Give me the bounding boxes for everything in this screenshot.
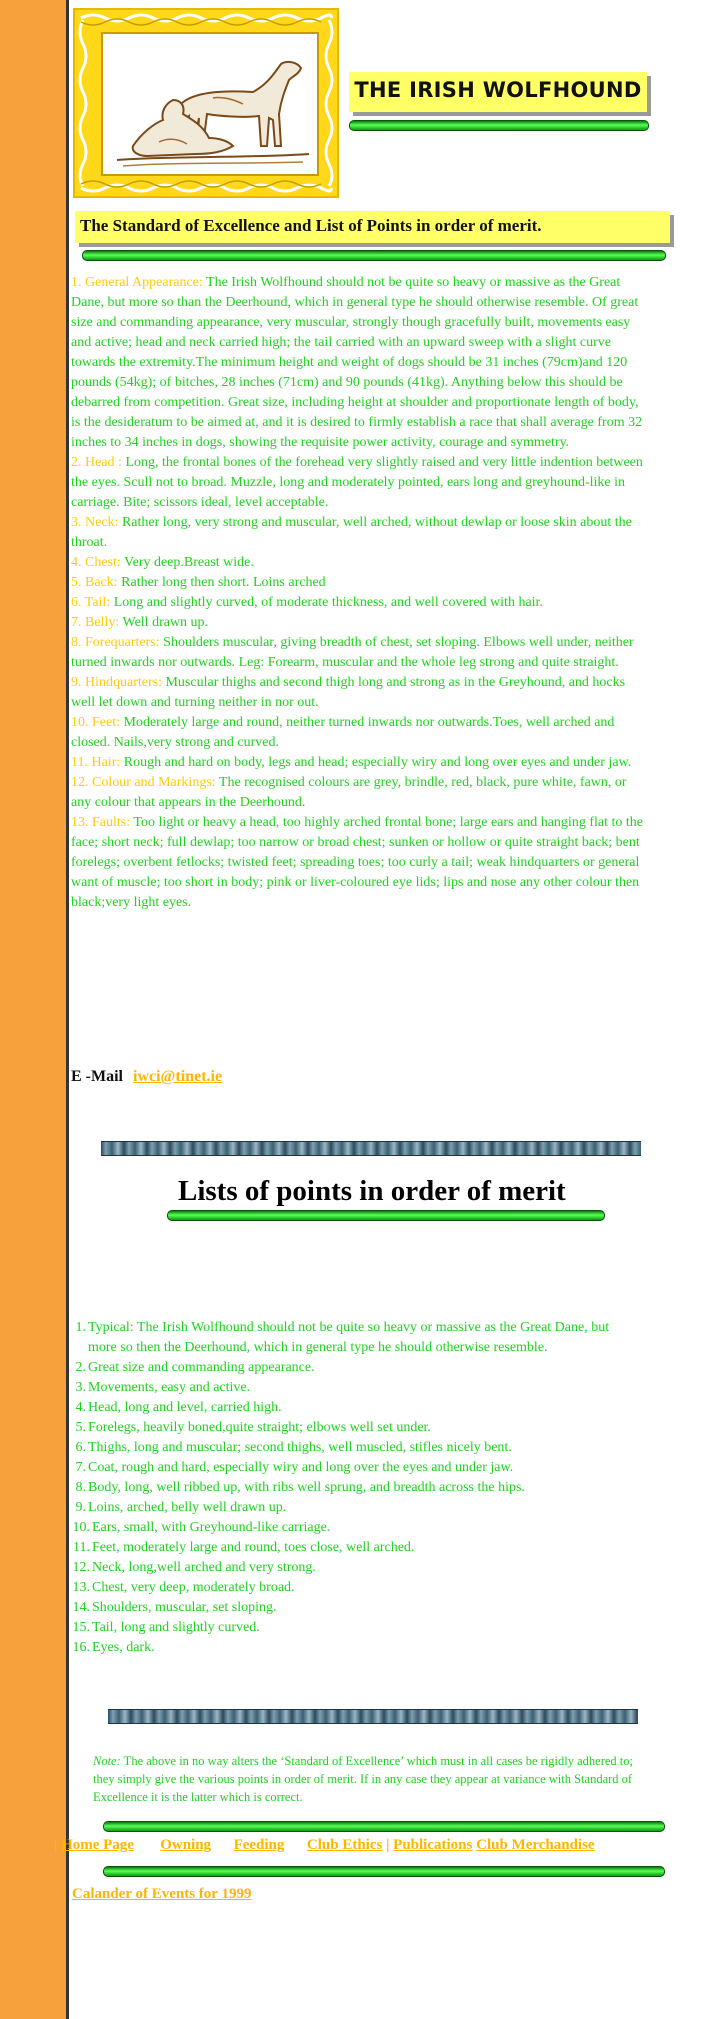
item-number: 2. xyxy=(75,1360,86,1375)
item-text: Head, long and level, carried high. xyxy=(88,1400,282,1415)
point-label: 12. Colour and Markings: xyxy=(71,775,216,790)
standard-point xyxy=(71,773,646,813)
list-item xyxy=(72,1518,632,1538)
logo-picture-frame xyxy=(101,32,319,176)
standard-point xyxy=(71,573,646,593)
point-text: Muscular thighs and second thigh long and strong as in the Greyhound, and hocks well let down and turning neither in nor out. xyxy=(71,675,626,710)
item-text: Thighs, long and muscular; second thighs, well muscled, stifles nicely bent. xyxy=(88,1440,512,1455)
point-label: 6. Tail: xyxy=(71,595,111,610)
point-text: Shoulders muscular, giving breadth of chest, set sloping. Elbows well under, neither turned inwards nor outwards. Leg: Forearm, muscular and the whole leg strong and quite straight. xyxy=(71,635,634,670)
point-label: 7. Belly: xyxy=(71,615,120,630)
item-number: 14. xyxy=(72,1600,90,1615)
item-number: 10. xyxy=(72,1520,90,1535)
item-text: Coat, rough and hard, especially wiry and long over the eyes and under jaw. xyxy=(88,1460,514,1475)
standard-of-excellence xyxy=(71,273,646,913)
standard-point xyxy=(71,813,646,913)
point-label: 4. Chest: xyxy=(71,555,121,570)
list-item xyxy=(72,1438,632,1458)
standard-point xyxy=(71,273,646,453)
item-text: Shoulders, muscular, set sloping. xyxy=(92,1600,277,1615)
nav-link-club-ethics[interactable]: Club Ethics xyxy=(306,1837,383,1853)
item-number: 7. xyxy=(75,1460,86,1475)
list-item xyxy=(72,1478,632,1498)
nav-link-club-merchandise[interactable]: Club Merchandise xyxy=(476,1837,595,1853)
left-sidebar xyxy=(0,0,69,2019)
list-item xyxy=(72,1398,632,1418)
site-title-banner xyxy=(349,72,647,112)
point-label: 10. Feet: xyxy=(71,715,120,730)
list-item xyxy=(72,1418,632,1438)
note-label: Note: xyxy=(93,1754,121,1768)
point-text: Rather long, very strong and muscular, well arched, without dewlap or loose skin about the throat. xyxy=(71,515,632,550)
list-item xyxy=(72,1578,632,1598)
item-number: 11. xyxy=(73,1540,90,1555)
point-text: Rather long then short. Loins arched xyxy=(117,575,326,590)
nav-link-publications[interactable]: Publications xyxy=(393,1837,473,1853)
item-number: 16. xyxy=(72,1640,90,1655)
item-number: 8. xyxy=(75,1480,86,1495)
page-subtitle: The Standard of Excellence and List of Points in order of merit. xyxy=(80,216,542,235)
point-label: 5. Back: xyxy=(71,575,118,590)
list-item xyxy=(72,1358,632,1378)
point-text: Long, the frontal bones of the forehead very slightly raised and very little indention between the eyes. Scull not to broad. Muzzle, long and moderately pointed, ears long and greyhound-like in carriage. Bite; scissors ideal, level acceptable. xyxy=(71,455,643,510)
standard-point xyxy=(71,513,646,553)
subtitle-banner xyxy=(75,211,670,243)
list-item xyxy=(72,1538,632,1558)
item-text: Feet, moderately large and round, toes close, well arched. xyxy=(92,1540,415,1555)
list-item xyxy=(72,1638,632,1658)
item-number: 4. xyxy=(75,1400,86,1415)
point-label: 13. Faults: xyxy=(71,815,131,830)
standard-point xyxy=(71,713,646,753)
item-text: Typical: The Irish Wolfhound should not be quite so heavy or massive as the Great Dane, but more so then the Deerhound, which in general type he should otherwise resemble. xyxy=(88,1320,610,1355)
item-text: Neck, long,well arched and very strong. xyxy=(92,1560,316,1575)
email-contact xyxy=(71,1068,222,1086)
item-text: Tail, long and slightly curved. xyxy=(92,1620,260,1635)
merit-note xyxy=(93,1752,638,1806)
standard-point xyxy=(71,593,646,613)
list-item xyxy=(72,1598,632,1618)
wolfhound-dogs-illustration xyxy=(103,34,317,174)
standard-point xyxy=(71,633,646,673)
wolfhound-logo xyxy=(73,8,339,198)
email-link[interactable]: iwci@tinet.ie xyxy=(133,1068,223,1085)
points-list xyxy=(72,1318,632,1658)
stone-divider-bottom xyxy=(108,1709,638,1724)
item-number: 13. xyxy=(72,1580,90,1595)
stone-divider-top xyxy=(101,1141,641,1156)
nav-link-owning[interactable]: Owning xyxy=(160,1837,212,1853)
point-label: 2. Head : xyxy=(71,455,122,470)
standard-point xyxy=(71,553,646,573)
calendar-link[interactable]: Calander of Events for 1999 xyxy=(72,1886,252,1902)
standard-point xyxy=(71,753,646,773)
merit-heading: Lists of points in order of merit xyxy=(178,1175,566,1207)
point-text: Moderately large and round, neither turned inwards nor outwards.Toes, well arched and closed. Nails,very strong and curved. xyxy=(71,715,615,750)
list-item xyxy=(72,1498,632,1518)
point-text: The Irish Wolfhound should not be quite so heavy or massive as the Great Dane, but more so than the Deerhound, which in general type he should otherwise resemble. Of great size and commanding appearance, very muscular, strongly though gracefully built, movements easy and active; head and neck carried high; the tail carried with an upward sweep with a slight curve towards the extremity.The minimum height and weight of dogs should be 31 inches (79cm)and 120 pounds (54kg); of bitches, 28 inches (71cm) and 90 pounds (41kg). Anything below this should be debarred from competition. Great size, including height at shoulder and proportionate length of body, is the desideratum to be aimed at, and it is desired to firmly establish a race that shall average from 32 inches to 34 inches in dogs, showing the requisite power activity, courage and symmetry. xyxy=(71,275,643,450)
point-label: 3. Neck: xyxy=(71,515,119,530)
list-item xyxy=(72,1378,632,1398)
point-label: 11. Hair: xyxy=(71,755,121,770)
item-number: 5. xyxy=(75,1420,86,1435)
nav-link-home[interactable]: Home Page xyxy=(61,1837,134,1853)
point-label: 8. Forequarters: xyxy=(71,635,160,650)
point-label: 9. Hindquarters: xyxy=(71,675,162,690)
point-text: The recognised colours are grey, brindle, red, black, pure white, fawn, or any colour that appears in the Deerhound. xyxy=(71,775,627,810)
list-item xyxy=(72,1458,632,1478)
standard-point xyxy=(71,613,646,633)
point-text: Very deep.Breast wide. xyxy=(120,555,254,570)
item-text: Forelegs, heavily boned,quite straight; elbows well set under. xyxy=(88,1420,431,1435)
list-item xyxy=(72,1618,632,1638)
item-number: 12. xyxy=(72,1560,90,1575)
item-number: 9. xyxy=(75,1500,86,1515)
point-text: Too light or heavy a head, too highly arched frontal bone; large ears and hanging flat to the face; short neck; full dewlap; too narrow or broad chest; sunken or hollow or quite straight back; bent forelegs; overbent fetlocks; twisted feet; spreading toes; too curly a tail; weak hindquarters or general want of muscle; too short in body; pink or liver-coloured eye lids; lips and nose any other colour then black;very light eyes. xyxy=(71,815,643,910)
list-item xyxy=(72,1318,632,1358)
point-label: 1. General Appearance: xyxy=(71,275,203,290)
standard-point xyxy=(71,673,646,713)
item-text: Chest, very deep, moderately broad. xyxy=(92,1580,295,1595)
item-text: Loins, arched, belly well drawn up. xyxy=(88,1500,287,1515)
item-text: Body, long, well ribbed up, with ribs well sprung, and breadth across the hips. xyxy=(88,1480,525,1495)
item-text: Movements, easy and active. xyxy=(88,1380,251,1395)
item-number: 3. xyxy=(75,1380,86,1395)
merit-heading-divider-bar xyxy=(167,1210,605,1221)
item-text: Great size and commanding appearance. xyxy=(88,1360,315,1375)
point-text: Long and slightly curved, of moderate thickness, and well covered with hair. xyxy=(110,595,543,610)
standard-point xyxy=(71,453,646,513)
item-text: Ears, small, with Greyhound-like carriage. xyxy=(92,1520,331,1535)
calendar-link-wrap xyxy=(72,1886,251,1903)
item-text: Eyes, dark. xyxy=(92,1640,155,1655)
item-number: 6. xyxy=(75,1440,86,1455)
email-label: E -Mail xyxy=(71,1068,123,1085)
point-text: Well drawn up. xyxy=(119,615,209,630)
item-number: 1. xyxy=(75,1320,86,1335)
title-divider-bar xyxy=(349,120,649,131)
site-title: THE IRISH WOLFHOUND xyxy=(354,78,642,102)
nav-link-feeding[interactable]: Feeding xyxy=(233,1837,285,1853)
nav-divider-top xyxy=(103,1821,665,1832)
list-item xyxy=(72,1558,632,1578)
nav-divider-bottom xyxy=(103,1866,665,1877)
subtitle-divider-bar xyxy=(82,250,666,261)
item-number: 15. xyxy=(72,1620,90,1635)
note-text: The above in no way alters the ‘Standard of Excellence’ which must in all cases be rigidly adhered to; they simply give the various points in order of merit. If in any case they appear at variance with Standard of Excellence it is the latter which is correct. xyxy=(93,1754,633,1804)
footer-nav: | Home Page Owning Feeding Club Ethics | Publications Club Merchandise xyxy=(54,1837,595,1853)
point-text: Rough and hard on body, legs and head; especially wiry and long over eyes and under jaw. xyxy=(120,755,632,770)
